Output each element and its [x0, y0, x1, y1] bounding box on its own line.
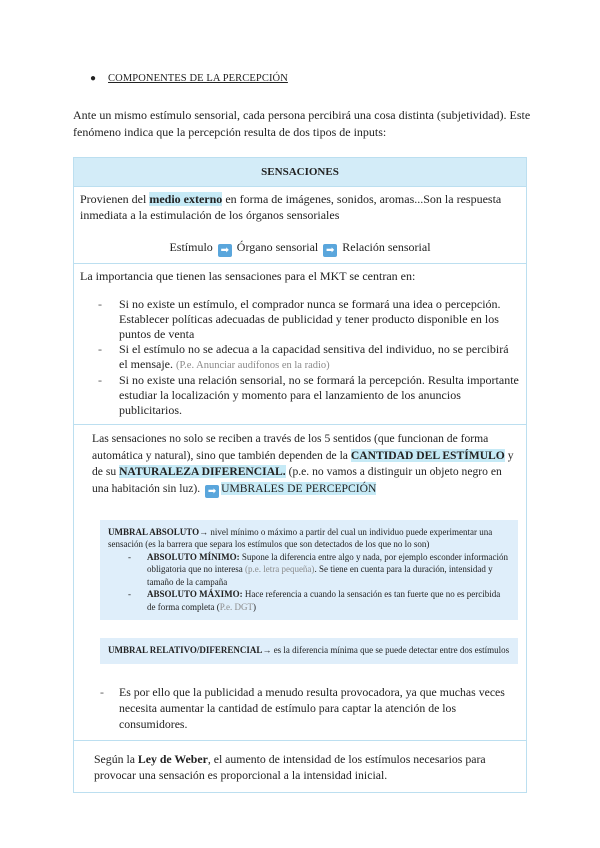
umbral-relativo-box: [100, 638, 518, 664]
list-item-text: Si no existe una relación sensorial, no se formará la percepción. Resulta importante estudiar la localización y momento para el lanzamiento de los anuncios publicitarios.: [119, 373, 519, 417]
importancia-list: [80, 297, 520, 418]
arrow-right-icon: ➡: [323, 244, 337, 257]
umbral-relativo-desc: → es la diferencia mínima que se puede detectar entre dos estímulos: [262, 645, 510, 655]
flow-step-relacion: Relación sensorial: [342, 240, 431, 254]
importancia-row: [74, 263, 526, 424]
example-note: (p.e. letra pequeña): [244, 564, 315, 574]
provienen-text: [80, 191, 520, 223]
provienen-post: en forma de imágenes, sonidos, aromas...Son la respuesta inmediata a la estimulación de los órganos sensoriales: [80, 192, 502, 222]
umbral-relativo-text: [108, 644, 510, 657]
absoluto-maximo-pre: Hace referencia a cuando la sensación es tan fuerte que no es percibida de forma completa (: [147, 589, 501, 612]
section-heading-text: COMPONENTES DE LA PERCEPCIÓN: [108, 73, 288, 84]
sentidos-text-1: Las sensaciones no solo se reciben a través de los 5 sentidos (que funcionan de forma automática y natural), sino que también dependen de la: [92, 432, 489, 462]
highlight-cantidad: CANTIDAD DEL ESTÍMULO: [350, 448, 505, 462]
sensaciones-table: [73, 157, 527, 793]
weber-post: , el aumento de intensidad de los estímulos necesarios para provocar una sensación es proporcional a la intensidad inicial.: [94, 751, 486, 782]
list-item: [80, 373, 520, 418]
sentidos-text-2: y de su: [92, 448, 514, 478]
example-note: P.e. DGT: [219, 601, 253, 612]
ley-weber: Ley de Weber: [137, 751, 208, 766]
list-item: [80, 297, 520, 342]
weber-text: [94, 751, 520, 784]
umbral-absoluto-text: [108, 526, 510, 551]
provienen-row: [74, 186, 526, 263]
table-header: SENSACIONES: [74, 158, 526, 186]
provienen-pre: Provienen del: [80, 192, 150, 206]
list-item: [80, 342, 520, 373]
highlight-medio-externo: medio externo: [149, 192, 223, 206]
sensory-flow: [80, 239, 520, 257]
absoluto-minimo-post: . Se tiene en cuenta para la duración, intensidad y tamaño de la campaña: [147, 564, 493, 587]
list-item-text: Si no existe un estímulo, el comprador nunca se formará una idea o percepción. Establecer políticas adecuadas de publicidad y tener producto disponible en los puntos de venta: [119, 297, 501, 341]
section-heading: [90, 73, 288, 84]
weber-row: [74, 740, 526, 792]
absoluto-maximo-title: ABSOLUTO MÁXIMO:: [147, 589, 243, 599]
example-note: (P.e. Anunciar audífonos en la radio): [175, 360, 330, 371]
sentidos-row: [74, 424, 526, 740]
umbral-absoluto-box: [100, 520, 518, 621]
sentidos-text-3: (p.e. no vamos a distinguir un objeto negro en una habitación sin luz).: [92, 465, 502, 495]
umbral-absoluto-desc: → nivel mínimo o máximo a partir del cual un individuo puede experimentar una sensación (es la barrera que separa los estímulos que son detectados de los que no lo son): [108, 526, 493, 549]
provocadora-list: [80, 684, 520, 732]
intro-paragraph: Ante un mismo estímulo sensorial, cada persona percibirá una cosa distinta (subjetividad). Este fenómeno indica que la percepción resulta de dos tipos de inputs:: [73, 108, 531, 139]
umbral-absoluto-list: [108, 551, 510, 614]
arrow-right-icon: ➡: [218, 244, 232, 257]
absoluto-minimo-title: ABSOLUTO MÍNIMO:: [147, 551, 240, 562]
list-item: - Es por ello que la publicidad a menudo resulta provocadora, ya que muchas veces necesita aumentar la cantidad de estímulo para captar la atención de los consumidores.: [80, 684, 520, 732]
umbrales-link[interactable]: UMBRALES DE PERCEPCIÓN: [221, 481, 377, 495]
weber-pre: Según la: [94, 751, 138, 766]
umbral-absoluto-title: UMBRAL ABSOLUTO: [108, 526, 200, 537]
umbral-relativo-title: UMBRAL RELATIVO/DIFERENCIAL: [108, 645, 263, 655]
list-item-text: Si el estímulo no se adecua a la capacidad sensitiva del individuo, no se percibirá el mensaje.: [119, 342, 509, 371]
flow-step-organo: Órgano sensorial: [236, 240, 319, 254]
bullet-icon: ●: [90, 73, 97, 84]
list-item: [108, 588, 510, 613]
absoluto-maximo-post: ): [252, 601, 256, 612]
highlight-naturaleza: NATURALEZA DIFERENCIAL.: [119, 465, 286, 478]
arrow-right-icon: ➡: [205, 485, 219, 498]
list-item: [108, 551, 510, 589]
sentidos-paragraph: [80, 431, 520, 498]
absoluto-minimo-pre: Supone la diferencia entre algo y nada, por ejemplo esconder información obligatoria que no interesa: [147, 551, 508, 574]
importancia-intro: La importancia que tienen las sensaciones para el MKT se centran en:: [80, 269, 416, 283]
flow-step-estimulo: Estímulo: [169, 240, 213, 254]
